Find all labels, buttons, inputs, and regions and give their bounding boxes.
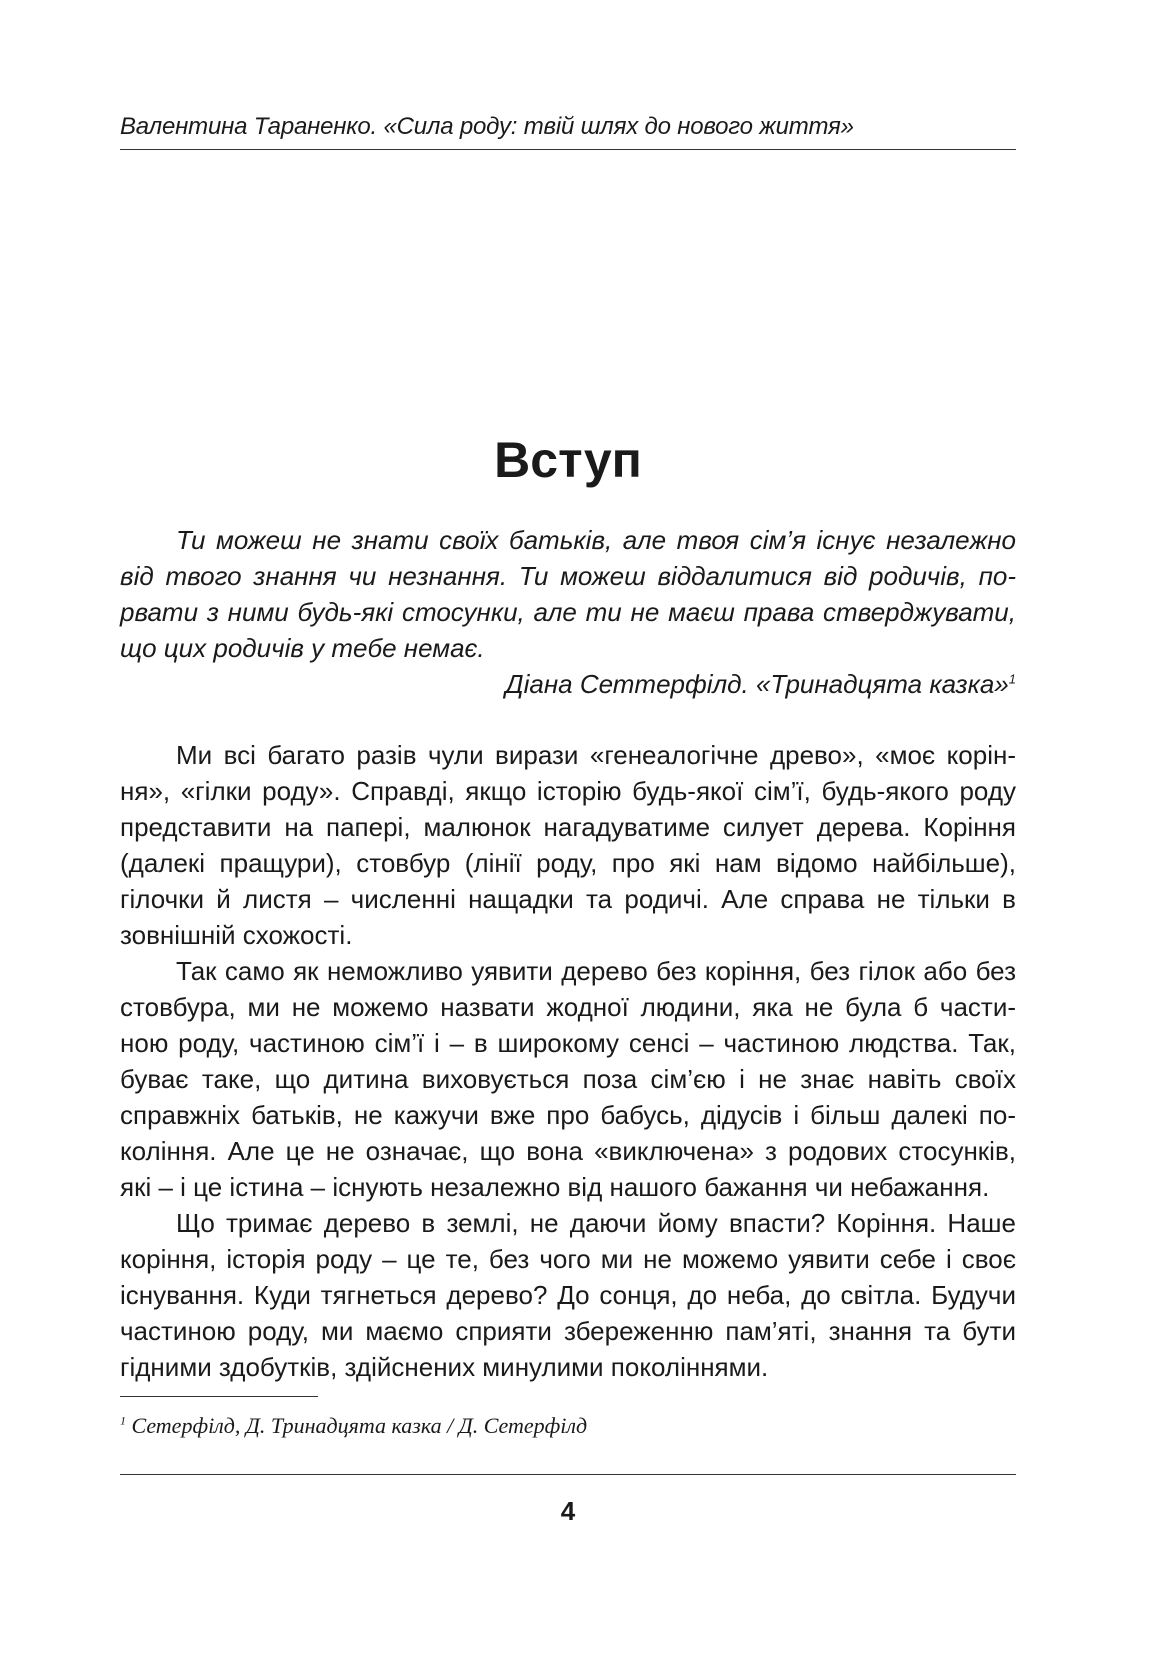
- text-line: частиною роду, ми маємо сприяти збереженню пам’яті, знання та бути: [120, 1316, 1016, 1346]
- epigraph: [120, 522, 1016, 702]
- running-header: Валентина Тараненко. «Сила роду: твій шлях до нового життя»: [120, 113, 854, 140]
- paragraph: [120, 737, 1016, 953]
- epigraph-line: що цих родичів у тебе немає.: [120, 633, 485, 663]
- text-line: (далекі пращури), стовбур (лінії роду, про які нам відомо найбільше),: [120, 848, 1016, 878]
- text-line: ною роду, частиною сім’ї і – в широкому сенсі – частиною людства. Так,: [120, 1028, 1016, 1058]
- text-line: які – і це істина – існують незалежно від нашого бажання чи небажання.: [120, 1172, 990, 1202]
- chapter-title: Вступ: [494, 432, 642, 488]
- footnote: [120, 1412, 1016, 1440]
- epigraph-line: Ти можеш не знати своїх батьків, але твоя сім’я існує незалежно: [176, 525, 1016, 555]
- footnote-text: Сетерфілд, Д. Тринадцята казка / Д. Сетерфілд: [126, 1413, 588, 1438]
- text-line: існування. Куди тягнеться дерево? До сонця, до неба, до світла. Будучи: [120, 1280, 1016, 1310]
- text-line: справжніх батьків, не кажучи вже про бабусь, дідусів і більш далекі по-: [120, 1100, 1016, 1130]
- header-rule: [120, 149, 1016, 150]
- epigraph-attribution: [120, 666, 1016, 702]
- text-line: ня», «гілки роду». Справді, якщо історію будь-якої сім’ї, будь-якого роду: [120, 776, 1016, 806]
- text-line: гідними здобутків, здійснених минулими поколіннями.: [120, 1352, 769, 1382]
- footnote-marker: 1: [120, 1413, 126, 1428]
- text-line: коріння, історія роду – це те, без чого ми не можемо уявити себе і своє: [120, 1244, 1016, 1274]
- text-line: коління. Але це не означає, що вона «виключена» з родових стосунків,: [120, 1136, 1016, 1166]
- footer-rule: [120, 1474, 1016, 1475]
- text-line: Так само як неможливо уявити дерево без коріння, без гілок або без: [176, 956, 1016, 986]
- epigraph-line: від твого знання чи незнання. Ти можеш віддалитися від родичів, по-: [120, 561, 1016, 591]
- text-line: представити на папері, малюнок нагадуватиме силует дерева. Коріння: [120, 812, 1016, 842]
- text-line: стовбура, ми не можемо назвати жодної людини, яка не була б части-: [120, 992, 1016, 1022]
- paragraph: [120, 953, 1016, 1205]
- text-line: гілочки й листя – численні нащадки та родичі. Але справа не тільки в: [120, 884, 1016, 914]
- footnote-rule: [120, 1396, 318, 1397]
- text-line: Ми всі багато разів чули вирази «генеалогічне древо», «моє корін-: [176, 740, 1016, 770]
- page-number: 4: [560, 1496, 576, 1526]
- text-line: буває таке, що дитина виховується поза сім’єю і не знає навіть своїх: [120, 1064, 1016, 1094]
- epigraph-line: рвати з ними будь-які стосунки, але ти не маєш права стверджувати,: [120, 597, 1016, 627]
- text-line: Що тримає дерево в землі, не даючи йому впасти? Коріння. Наше: [176, 1208, 1016, 1238]
- footnote-reference[interactable]: 1: [1008, 671, 1016, 687]
- body-text: [120, 737, 1016, 1385]
- text-line: зовнішній схожості.: [120, 920, 353, 950]
- attribution-text: Діана Сеттерфілд. «Тринадцята казка»: [505, 669, 1009, 699]
- paragraph: [120, 1205, 1016, 1385]
